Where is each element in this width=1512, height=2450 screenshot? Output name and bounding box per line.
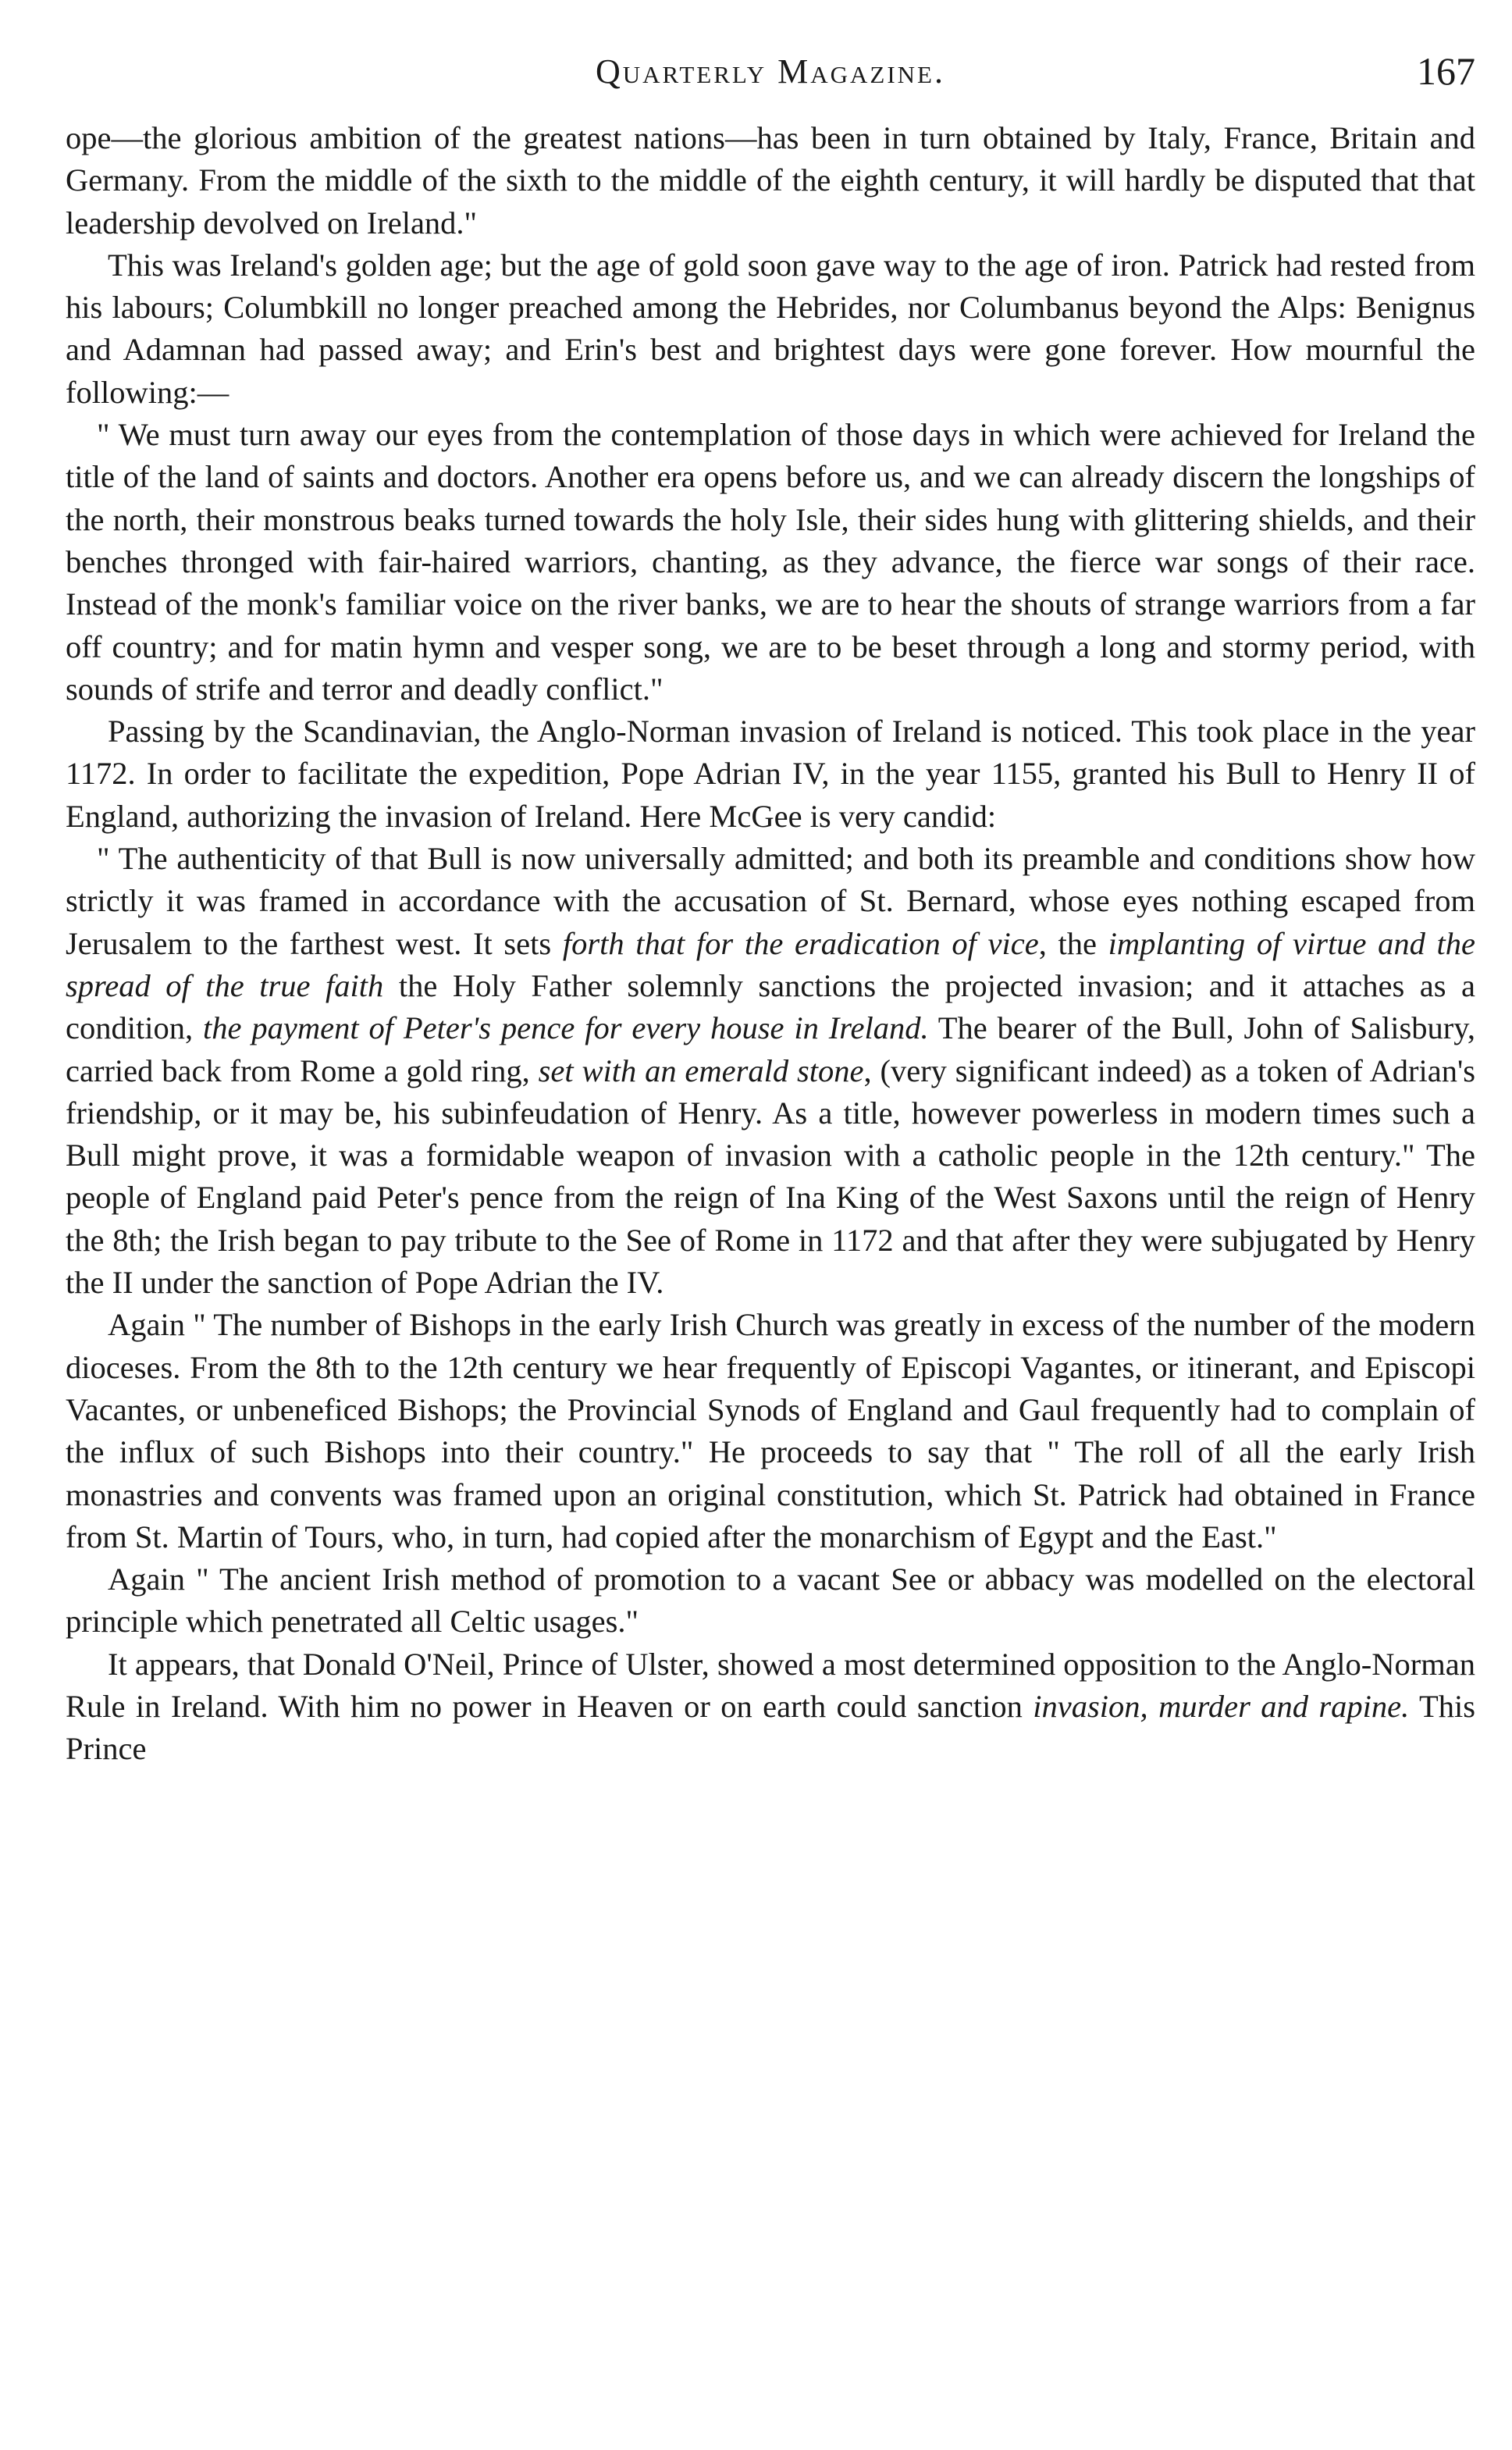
italic-text: the payment of Peter's pence for every house in Ireland.: [203, 1010, 929, 1046]
body-text: [66, 117, 1475, 1771]
paragraph: [66, 414, 1475, 710]
paragraph: [66, 1558, 1475, 1643]
running-head: [66, 47, 1475, 117]
text-run: ope—the glorious ambition of the greatest nations—has been in turn obtained by Italy, France, Britain and Germany. From the middle of the sixth to the middle of the eighth century, it will hardly be disputed that that leadership devolved on Ireland.": [66, 120, 1475, 240]
text-run: The bearer of the Bull, John of Salisbury, carried back from Rome a gold ring,: [66, 1010, 1475, 1088]
italic-text: forth that for the eradication of vice: [562, 925, 1039, 961]
paragraph: [66, 117, 1475, 244]
text-run: Again " The ancient Irish method of promotion to a vacant See or abbacy was modelled on the electoral principle which penetrated all Celtic usages.": [66, 1562, 1475, 1640]
paragraph: [66, 244, 1475, 414]
paragraph: [66, 838, 1475, 1304]
page-number: 167: [1417, 49, 1475, 93]
italic-text: invasion, murder and rapine.: [1033, 1688, 1410, 1724]
text-run: " The authenticity of that Bull is now universally admitted; and both its preamble and conditions show how strictly it was framed in accordance with the accusation of St. Bernard, whose eyes nothing escaped from Jerusalem to the farthest west. It sets: [66, 841, 1475, 961]
text-run: Again " The number of Bishops in the early Irish Church was greatly in excess of the number of the modern dioceses. From the 8th to the 12th century we hear frequently of Episcopi Vagantes, or itinerant, and Episcopi Vacantes, or unbeneficed Bishops; the Provincial Synods of England and Gaul frequently had to complain of the influx of such Bishops into their country." He proceeds to say that " The roll of all the early Irish monastries and convents was framed upon an original constitution, which St. Patrick had obtained in France from St. Martin of Tours, who, in turn, had copied after the monarchism of Egypt and the East.": [66, 1307, 1475, 1554]
text-run: , (very significant indeed) as a token of Adrian's friendship, or it may be, his subinfeudation of Henry. As a title, however powerless in modern times such a Bull might prove, it was a formidable weapon of invasion with a catholic people in the 12th century." The people of England paid Peter's pence from the reign of Ina King of the West Saxons until the reign of Henry the 8th; the Irish began to pay tribute to the See of Rome in 1172 and that after they were subjugated by Henry the II under the sanction of Pope Adrian the IV.: [66, 1052, 1475, 1301]
text-run: , the: [1038, 925, 1108, 961]
paragraph: [66, 1304, 1475, 1558]
text-run: It appears, that Donald O'Neil, Prince of Ulster, showed a most determined opposition to the Anglo-Norman Rule in Ireland. With him no power in Heaven or on earth could sanction: [66, 1646, 1475, 1724]
text-run: " We must turn away our eyes from the contemplation of those days in which were achieved for Ireland the title of the land of saints and doctors. Another era opens before us, and we can already discern the longships of the north, their monstrous beaks turned towards the holy Isle, their sides hung with glittering shields, and their benches thronged with fair-haired warriors, chanting, as they advance, the fierce war songs of their race. Instead of the monk's familiar voice on the river banks, we are to hear the shouts of strange warriors from a far off country; and for matin hymn and vesper song, we are to be beset through a long and stormy period, with sounds of strife and terror and deadly conflict.": [66, 417, 1475, 707]
paragraph: [66, 710, 1475, 838]
text-run: Passing by the Scandinavian, the Anglo-Norman invasion of Ireland is noticed. This took place in the year 1172. In order to facilitate the expedition, Pope Adrian IV, in the year 1155, granted his Bull to Henry II of England, authorizing the invasion of Ireland. Here McGee is very candid:: [66, 714, 1475, 834]
text-run: the Holy Father solemnly sanctions the projected invasion; and it attaches as a condition,: [66, 967, 1475, 1046]
paragraph: [66, 1643, 1475, 1771]
magazine-page: [66, 47, 1475, 2420]
italic-text: implanting of virtue and the spread of the true faith: [66, 925, 1475, 1003]
italic-text: set with an emerald stone: [538, 1052, 864, 1088]
text-run: This Prince: [66, 1688, 1475, 1767]
running-title: Quarterly Magazine.: [595, 52, 945, 91]
text-run: This was Ireland's golden age; but the age of gold soon gave way to the age of iron. Patrick had rested from his labours; Columbkill no longer preached among the Hebrides, nor Columbanus beyond the Alps: Benignus and Adamnan had passed away; and Erin's best and brightest days were gone forever. How mournful the following:—: [66, 247, 1475, 410]
